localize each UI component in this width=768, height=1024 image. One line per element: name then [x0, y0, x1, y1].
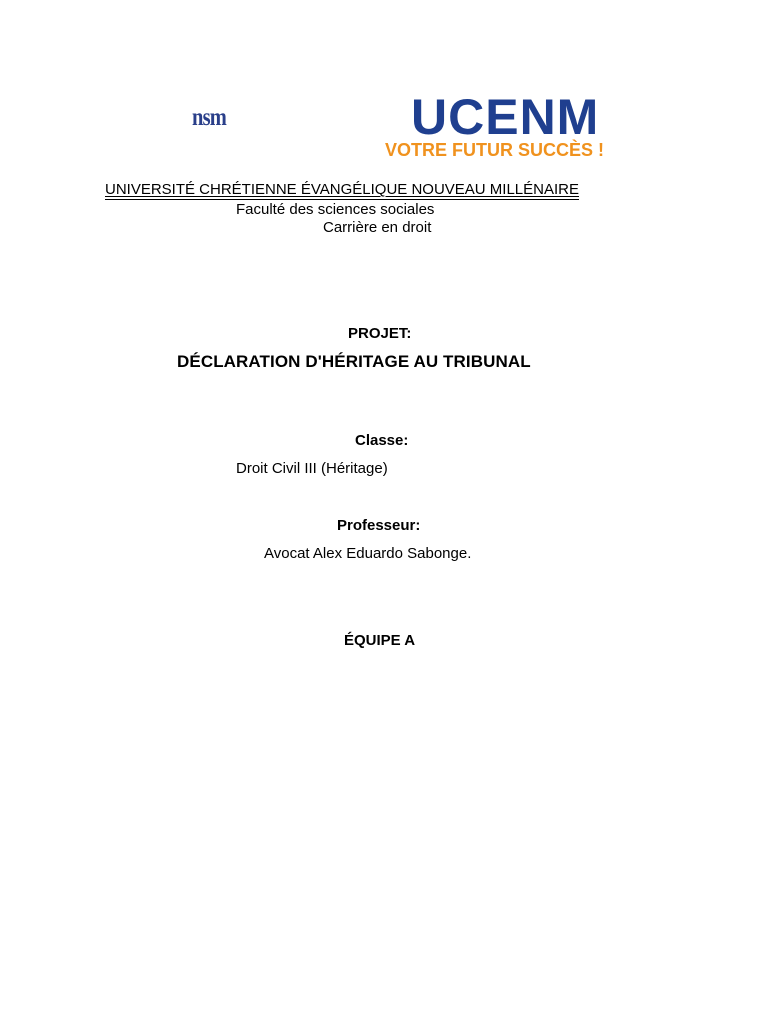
faculty-name: Faculté des sciences sociales: [236, 201, 435, 218]
class-value: Droit Civil III (Héritage): [236, 460, 388, 477]
project-title: DÉCLARATION D'HÉRITAGE AU TRIBUNAL: [177, 352, 531, 371]
team-label: ÉQUIPE A: [344, 632, 416, 649]
slogan: VOTRE FUTUR SUCCÈS !: [385, 140, 605, 160]
university-name: UNIVERSITÉ CHRÉTIENNE ÉVANGÉLIQUE NOUVEAU MILLÉNAIRE: [105, 181, 579, 198]
career-name: Carrière en droit: [323, 219, 432, 236]
class-label: Classe:: [355, 432, 409, 449]
professor-name: Avocat Alex Eduardo Sabonge.: [264, 545, 472, 562]
nsm-logo: nsm: [192, 104, 227, 131]
project-label: PROJET:: [348, 325, 412, 342]
ucenm-logo: UCENM: [411, 89, 600, 145]
professor-label: Professeur:: [337, 517, 421, 534]
